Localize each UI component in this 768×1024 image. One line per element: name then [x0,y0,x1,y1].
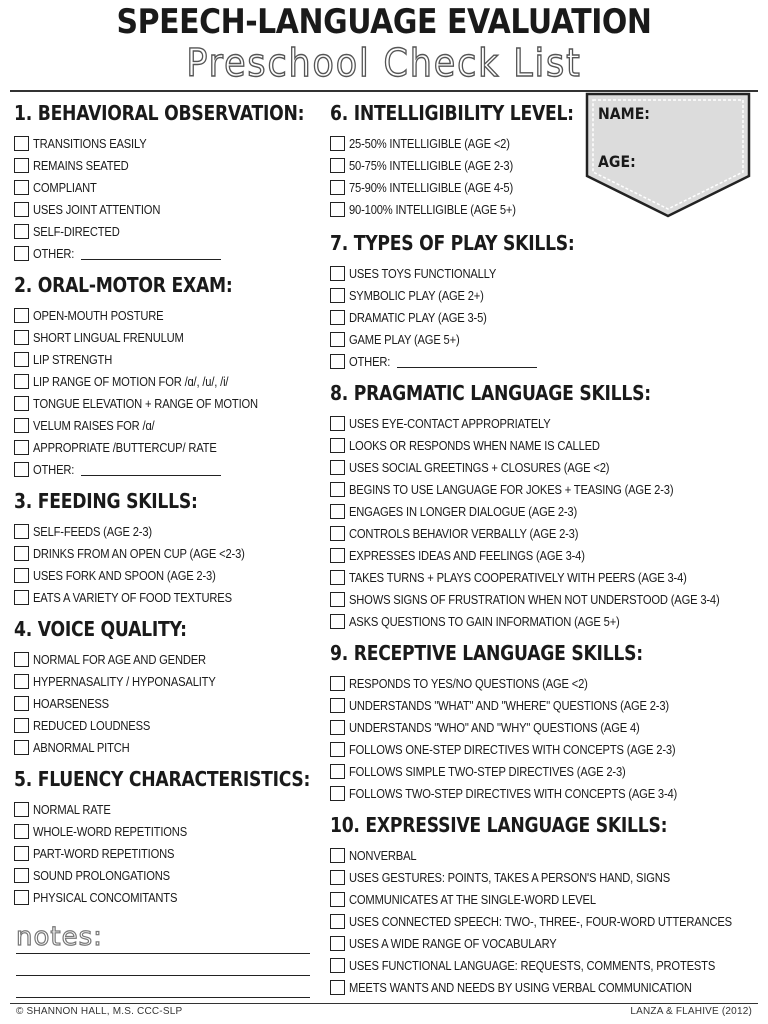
checklist-item [14,242,314,264]
checkbox[interactable] [14,740,29,755]
checklist-item [330,434,750,456]
checklist-item-label: TAKES TURNS + PLAYS COOPERATIVELY WITH PEERS (AGE 3-4) [349,569,687,585]
footer-divider [10,1003,758,1004]
checklist-item-label: SHORT LINGUAL FRENULUM [33,329,184,345]
checkbox[interactable] [330,332,345,347]
checklist-item [14,542,314,564]
checklist-item-label: ENGAGES IN LONGER DIALOGUE (AGE 2-3) [349,503,578,519]
section-title: 4. VOICE QUALITY: [14,617,187,641]
checklist-item [14,458,314,480]
checklist-item [14,714,314,736]
checklist-item-label: LIP RANGE OF MOTION FOR /ɑ/, /u/, /i/ [33,373,229,389]
checkbox[interactable] [330,698,345,713]
checklist-item [14,648,314,670]
checklist-item-label: NONVERBAL [349,847,417,863]
notes-line[interactable] [16,997,310,998]
checklist-item [330,500,750,522]
checkbox[interactable] [330,504,345,519]
checklist-item-label: DRAMATIC PLAY (AGE 3-5) [349,309,487,325]
checkbox[interactable] [14,802,29,817]
checkbox[interactable] [14,824,29,839]
checklist-item-label: ABNORMAL PITCH [33,739,130,755]
checklist-item-label: PART-WORD REPETITIONS [33,845,175,861]
checkbox[interactable] [14,202,29,217]
checklist-item-label: HYPERNASALITY / HYPONASALITY [33,673,216,689]
checkbox[interactable] [14,718,29,733]
checkbox[interactable] [330,136,345,151]
checklist-item [330,478,750,500]
section-title: 7. TYPES OF PLAY SKILLS: [330,231,575,255]
checklist-item [14,564,314,586]
checklist-item-label: OTHER: [349,353,391,369]
checklist-item-label: SOUND PROLONGATIONS [33,867,170,883]
checklist-item-label: UNDERSTANDS "WHAT" AND "WHERE" QUESTIONS (AGE 2-3) [349,697,669,713]
section-receptive [330,640,750,812]
checklist-item-label: USES FORK AND SPOON (AGE 2-3) [33,567,216,583]
section-oral-motor [14,272,314,488]
checklist-item-label: DRINKS FROM AN OPEN CUP (AGE <2-3) [33,545,245,561]
checklist-item-label: HOARSENESS [33,695,109,711]
checklist-item [14,798,314,820]
checklist-item [330,350,750,372]
checklist-item [330,954,750,976]
section-play [330,230,750,380]
checklist-item-label: EATS A VARIETY OF FOOD TEXTURES [33,589,232,605]
checklist-item-label: SELF-FEEDS (AGE 2-3) [33,523,152,539]
checklist-item-label: REMAINS SEATED [33,157,129,173]
checkbox[interactable] [14,136,29,151]
notes-line[interactable] [16,975,310,976]
checklist-item-label: COMPLIANT [33,179,97,195]
section-title: 3. FEEDING SKILLS: [14,489,198,513]
checklist-item-label: BEGINS TO USE LANGUAGE FOR JOKES + TEASING (AGE 2-3) [349,481,674,497]
checklist-item-label: GAME PLAY (AGE 5+) [349,331,460,347]
section-title: 10. EXPRESSIVE LANGUAGE SKILLS: [330,813,668,837]
section-fluency [14,766,314,916]
other-blank-line[interactable] [81,463,221,476]
checklist-item [14,154,314,176]
checklist-item-label: SYMBOLIC PLAY (AGE 2+) [349,287,484,303]
checklist-item [14,414,314,436]
checklist-item-label: USES SOCIAL GREETINGS + CLOSURES (AGE <2) [349,459,610,475]
checklist-item [330,306,750,328]
checkbox[interactable] [14,180,29,195]
checklist-item [14,692,314,714]
checkbox[interactable] [330,936,345,951]
checklist-item-label: PHYSICAL CONCOMITANTS [33,889,178,905]
page-title: SPEECH-LANGUAGE EVALUATION [116,2,652,42]
checklist-item-label: FOLLOWS SIMPLE TWO-STEP DIRECTIVES (AGE 2-3) [349,763,626,779]
other-blank-line[interactable] [397,355,537,368]
checklist-item [330,456,750,478]
checkbox[interactable] [14,590,29,605]
checklist-item-label: REDUCED LOUDNESS [33,717,151,733]
checkbox[interactable] [14,396,29,411]
checklist-item [14,198,314,220]
checklist-item-label: UNDERSTANDS "WHO" AND "WHY" QUESTIONS (AGE 4) [349,719,640,735]
checklist-item [14,736,314,758]
section-behavioral [14,100,314,272]
checklist-item [330,544,750,566]
checklist-item [330,412,750,434]
checkbox[interactable] [330,958,345,973]
checklist-item [330,610,750,632]
checklist-item-label: LOOKS OR RESPONDS WHEN NAME IS CALLED [349,437,600,453]
checklist-item-label: TONGUE ELEVATION + RANGE OF MOTION [33,395,258,411]
checklist-item-label: 75-90% INTELLIGIBLE (AGE 4-5) [349,179,514,195]
checkbox[interactable] [14,890,29,905]
checkbox[interactable] [330,720,345,735]
right-column [330,100,750,1008]
checklist-item [14,842,314,864]
checklist-item-label: EXPRESSES IDEAS AND FEELINGS (AGE 3-4) [349,547,585,563]
checklist-item-label: SHOWS SIGNS OF FRUSTRATION WHEN NOT UNDERSTOOD (AGE 3-4) [349,591,720,607]
checkbox[interactable] [330,158,345,173]
checkbox[interactable] [330,570,345,585]
checklist-item-label: NORMAL FOR AGE AND GENDER [33,651,206,667]
checklist-item-label: 50-75% INTELLIGIBLE (AGE 2-3) [349,157,514,173]
checkbox[interactable] [14,524,29,539]
checklist-item [14,348,314,370]
checkbox[interactable] [330,482,345,497]
checklist-item-label: USES GESTURES: POINTS, TAKES A PERSON'S HAND, SIGNS [349,869,670,885]
age-field-label[interactable]: AGE: [598,152,636,171]
checklist-item [14,864,314,886]
checklist-item-label: FOLLOWS ONE-STEP DIRECTIVES WITH CONCEPTS (AGE 2-3) [349,741,676,757]
checkbox[interactable] [14,246,29,261]
section-pragmatic [330,380,750,640]
checklist-item [14,304,314,326]
checklist-item [14,520,314,542]
checklist-item [14,586,314,608]
checkbox[interactable] [330,614,345,629]
checkbox[interactable] [330,460,345,475]
checkbox[interactable] [14,158,29,173]
checklist-item [330,910,750,932]
checklist-item [330,976,750,998]
section-title: 2. ORAL-MOTOR EXAM: [14,273,233,297]
notes-line[interactable] [16,953,310,954]
checkbox[interactable] [330,914,345,929]
checklist-item [330,328,750,350]
checkbox[interactable] [330,980,345,995]
checkbox[interactable] [330,288,345,303]
checkbox[interactable] [330,438,345,453]
checkbox[interactable] [330,786,345,801]
checklist-item-label: OTHER: [33,245,75,261]
checklist-item [14,326,314,348]
checkbox[interactable] [14,330,29,345]
checklist-item-label: WHOLE-WORD REPETITIONS [33,823,187,839]
checklist-item-label: USES TOYS FUNCTIONALLY [349,265,497,281]
checklist-item-label: OPEN-MOUTH POSTURE [33,307,164,323]
checkbox[interactable] [14,846,29,861]
checklist-item-label: USES CONNECTED SPEECH: TWO-, THREE-, FOUR-WORD UTTERANCES [349,913,732,929]
checklist-item-label: LIP STRENGTH [33,351,113,367]
checklist-item [330,782,750,804]
checklist-item-label: USES A WIDE RANGE OF VOCABULARY [349,935,557,951]
checklist-item [14,436,314,458]
checklist-item [14,886,314,908]
checkbox[interactable] [14,546,29,561]
checkbox[interactable] [14,696,29,711]
section-title: 1. BEHAVIORAL OBSERVATION: [14,101,305,125]
page-subtitle: Preschool Check List [186,41,582,85]
checkbox[interactable] [330,354,345,369]
checkbox[interactable] [330,310,345,325]
checkbox[interactable] [14,440,29,455]
other-blank-line[interactable] [81,247,221,260]
checklist-item [330,716,750,738]
checkbox[interactable] [14,224,29,239]
notes-label: notes: [16,922,103,952]
checklist-item [330,760,750,782]
checklist-item-label: USES FUNCTIONAL LANGUAGE: REQUESTS, COMMENTS, PROTESTS [349,957,716,973]
checklist-item-label: RESPONDS TO YES/NO QUESTIONS (AGE <2) [349,675,588,691]
checkbox[interactable] [14,418,29,433]
checkbox[interactable] [14,568,29,583]
checklist-item-label: SELF-DIRECTED [33,223,120,239]
checklist-item [330,522,750,544]
checklist-item [14,132,314,154]
checkbox[interactable] [330,892,345,907]
checkbox[interactable] [14,674,29,689]
citation-text: LANZA & FLAHIVE (2012) [630,1006,752,1017]
checklist-item [330,694,750,716]
checklist-item-label: 25-50% INTELLIGIBLE (AGE <2) [349,135,510,151]
checkbox[interactable] [14,868,29,883]
checkbox[interactable] [330,676,345,691]
checklist-item [330,866,750,888]
left-column [14,100,314,916]
checklist-item [14,670,314,692]
checklist-item [330,672,750,694]
checklist-item [330,262,750,284]
checklist-item-label: COMMUNICATES AT THE SINGLE-WORD LEVEL [349,891,596,907]
checklist-item-label: USES EYE-CONTACT APPROPRIATELY [349,415,551,431]
checklist-item-label: MEETS WANTS AND NEEDS BY USING VERBAL COMMUNICATION [349,979,692,995]
checkbox[interactable] [330,180,345,195]
checkbox[interactable] [14,374,29,389]
checklist-item [330,888,750,910]
section-title: 9. RECEPTIVE LANGUAGE SKILLS: [330,641,643,665]
checkbox[interactable] [330,870,345,885]
checklist-item-label: VELUM RAISES FOR /ɑ/ [33,417,155,433]
checklist-item-label: FOLLOWS TWO-STEP DIRECTIVES WITH CONCEPTS (AGE 3-4) [349,785,678,801]
checkbox[interactable] [330,592,345,607]
checklist-item [330,738,750,760]
checklist-item [330,588,750,610]
checkbox[interactable] [14,462,29,477]
checklist-item [330,932,750,954]
section-title: 8. PRAGMATIC LANGUAGE SKILLS: [330,381,651,405]
checkbox[interactable] [330,416,345,431]
checklist-item-label: NORMAL RATE [33,801,111,817]
checklist-item [14,176,314,198]
checklist-item [14,392,314,414]
checkbox[interactable] [330,848,345,863]
checklist-item [14,370,314,392]
checklist-item-label: OTHER: [33,461,75,477]
checklist-item [14,820,314,842]
checklist-item-label: USES JOINT ATTENTION [33,201,161,217]
checkbox[interactable] [330,202,345,217]
section-voice [14,616,314,766]
section-title: 5. FLUENCY CHARACTERISTICS: [14,767,311,791]
checkbox[interactable] [330,266,345,281]
checklist-item [330,844,750,866]
checklist-item-label: 90-100% INTELLIGIBLE (AGE 5+) [349,201,516,217]
checkbox[interactable] [330,742,345,757]
checkbox[interactable] [14,352,29,367]
section-expressive [330,812,750,1008]
name-field-label[interactable]: NAME: [598,104,650,123]
checkbox[interactable] [330,548,345,563]
section-title: 6. INTELLIGIBILITY LEVEL: [330,101,574,125]
checkbox[interactable] [330,526,345,541]
section-feeding [14,488,314,616]
checklist-item-label: ASKS QUESTIONS TO GAIN INFORMATION (AGE 5+) [349,613,620,629]
checkbox[interactable] [330,764,345,779]
checkbox[interactable] [14,652,29,667]
checklist-item-label: CONTROLS BEHAVIOR VERBALLY (AGE 2-3) [349,525,579,541]
copyright-text: © SHANNON HALL, M.S. CCC-SLP [16,1006,183,1017]
checklist-item [14,220,314,242]
checkbox[interactable] [14,308,29,323]
checklist-item [330,566,750,588]
checklist-item [330,284,750,306]
checklist-item-label: TRANSITIONS EASILY [33,135,147,151]
checklist-item-label: APPROPRIATE /BUTTERCUP/ RATE [33,439,217,455]
